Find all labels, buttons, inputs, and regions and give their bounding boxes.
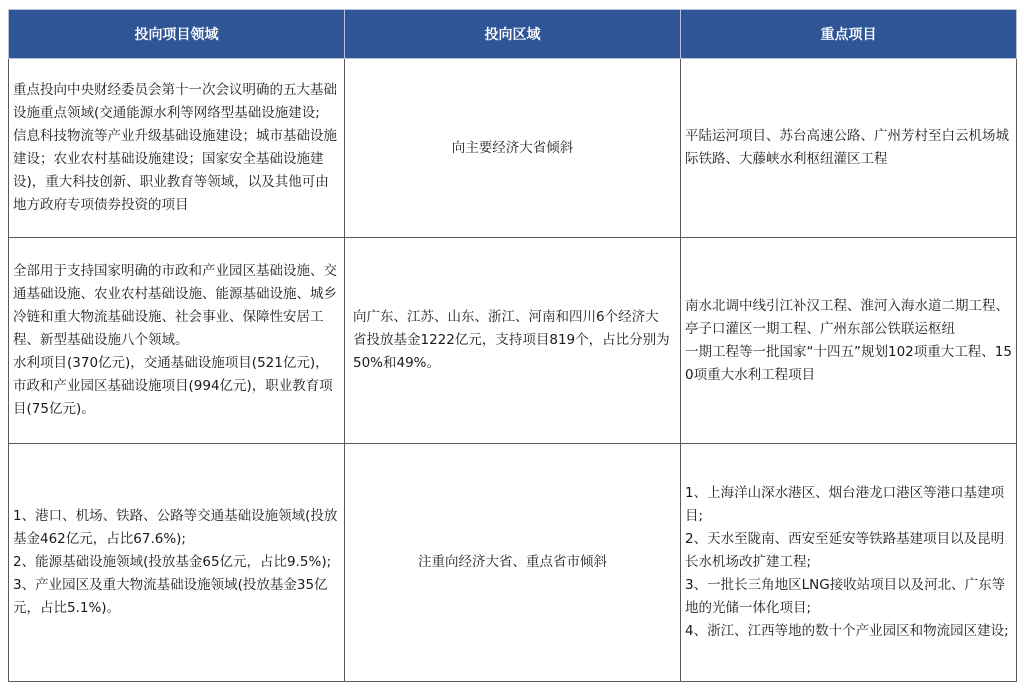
cell-region: 向广东、江苏、山东、浙江、河南和四川6个经济大省投放基金1222亿元，支持项目819个，占比分别为50%和49%。 bbox=[345, 238, 681, 444]
table-row bbox=[9, 59, 1017, 238]
cell-region: 向主要经济大省倾斜 bbox=[345, 59, 681, 238]
investment-table bbox=[8, 9, 1017, 682]
header-projects: 重点项目 bbox=[681, 10, 1017, 59]
table-row bbox=[9, 444, 1017, 682]
header-region: 投向区域 bbox=[345, 10, 681, 59]
cell-projects: 1、上海洋山深水港区、烟台港龙口港区等港口基建项目; 2、天水至陇南、西安至延安等铁路基建项目以及昆明长水机场改扩建工程; 3、一批长三角地区LNG接收站项目以及河北、广东等地的光储一体化项目; 4、浙江、江西等地的数十个产业园区和物流园区建设; bbox=[681, 444, 1017, 682]
table-container bbox=[8, 9, 1017, 682]
cell-projects: 平陆运河项目、苏台高速公路、广州芳村至白云机场城际铁路、大藤峡水利枢纽灌区工程 bbox=[681, 59, 1017, 238]
cell-region: 注重向经济大省、重点省市倾斜 bbox=[345, 444, 681, 682]
header-domain: 投向项目领域 bbox=[9, 10, 345, 59]
cell-domain: 全部用于支持国家明确的市政和产业园区基础设施、交通基础设施、农业农村基础设施、能源基础设施、城乡冷链和重大物流基础设施、社会事业、保障性安居工程、新型基础设施八个领域。 水利项目(370亿元)，交通基础设施项目(521亿元)，市政和产业园区基础设施项目(994亿元)，职业教育项目(75亿元)。 bbox=[9, 238, 345, 444]
cell-domain: 1、港口、机场、铁路、公路等交通基础设施领域(投放基金462亿元，占比67.6%); 2、能源基础设施领域(投放基金65亿元，占比9.5%); 3、产业园区及重大物流基础设施领域(投放基金35亿元，占比5.1%)。 bbox=[9, 444, 345, 682]
cell-domain: 重点投向中央财经委员会第十一次会议明确的五大基础设施重点领域(交通能源水利等网络型基础设施建设; 信息科技物流等产业升级基础设施建设；城市基础设施建设；农业农村基础设施建设；国家安全基础设施建设)，重大科技创新、职业教育等领域，以及其他可由地方政府专项债券投资的项目 bbox=[9, 59, 345, 238]
table-row bbox=[9, 238, 1017, 444]
header-row bbox=[9, 10, 1017, 59]
cell-projects: 南水北调中线引江补汉工程、淮河入海水道二期工程、亭子口灌区一期工程、广州东部公铁联运枢纽 一期工程等一批国家“十四五”规划102项重大工程、150项重大水利工程项目 bbox=[681, 238, 1017, 444]
